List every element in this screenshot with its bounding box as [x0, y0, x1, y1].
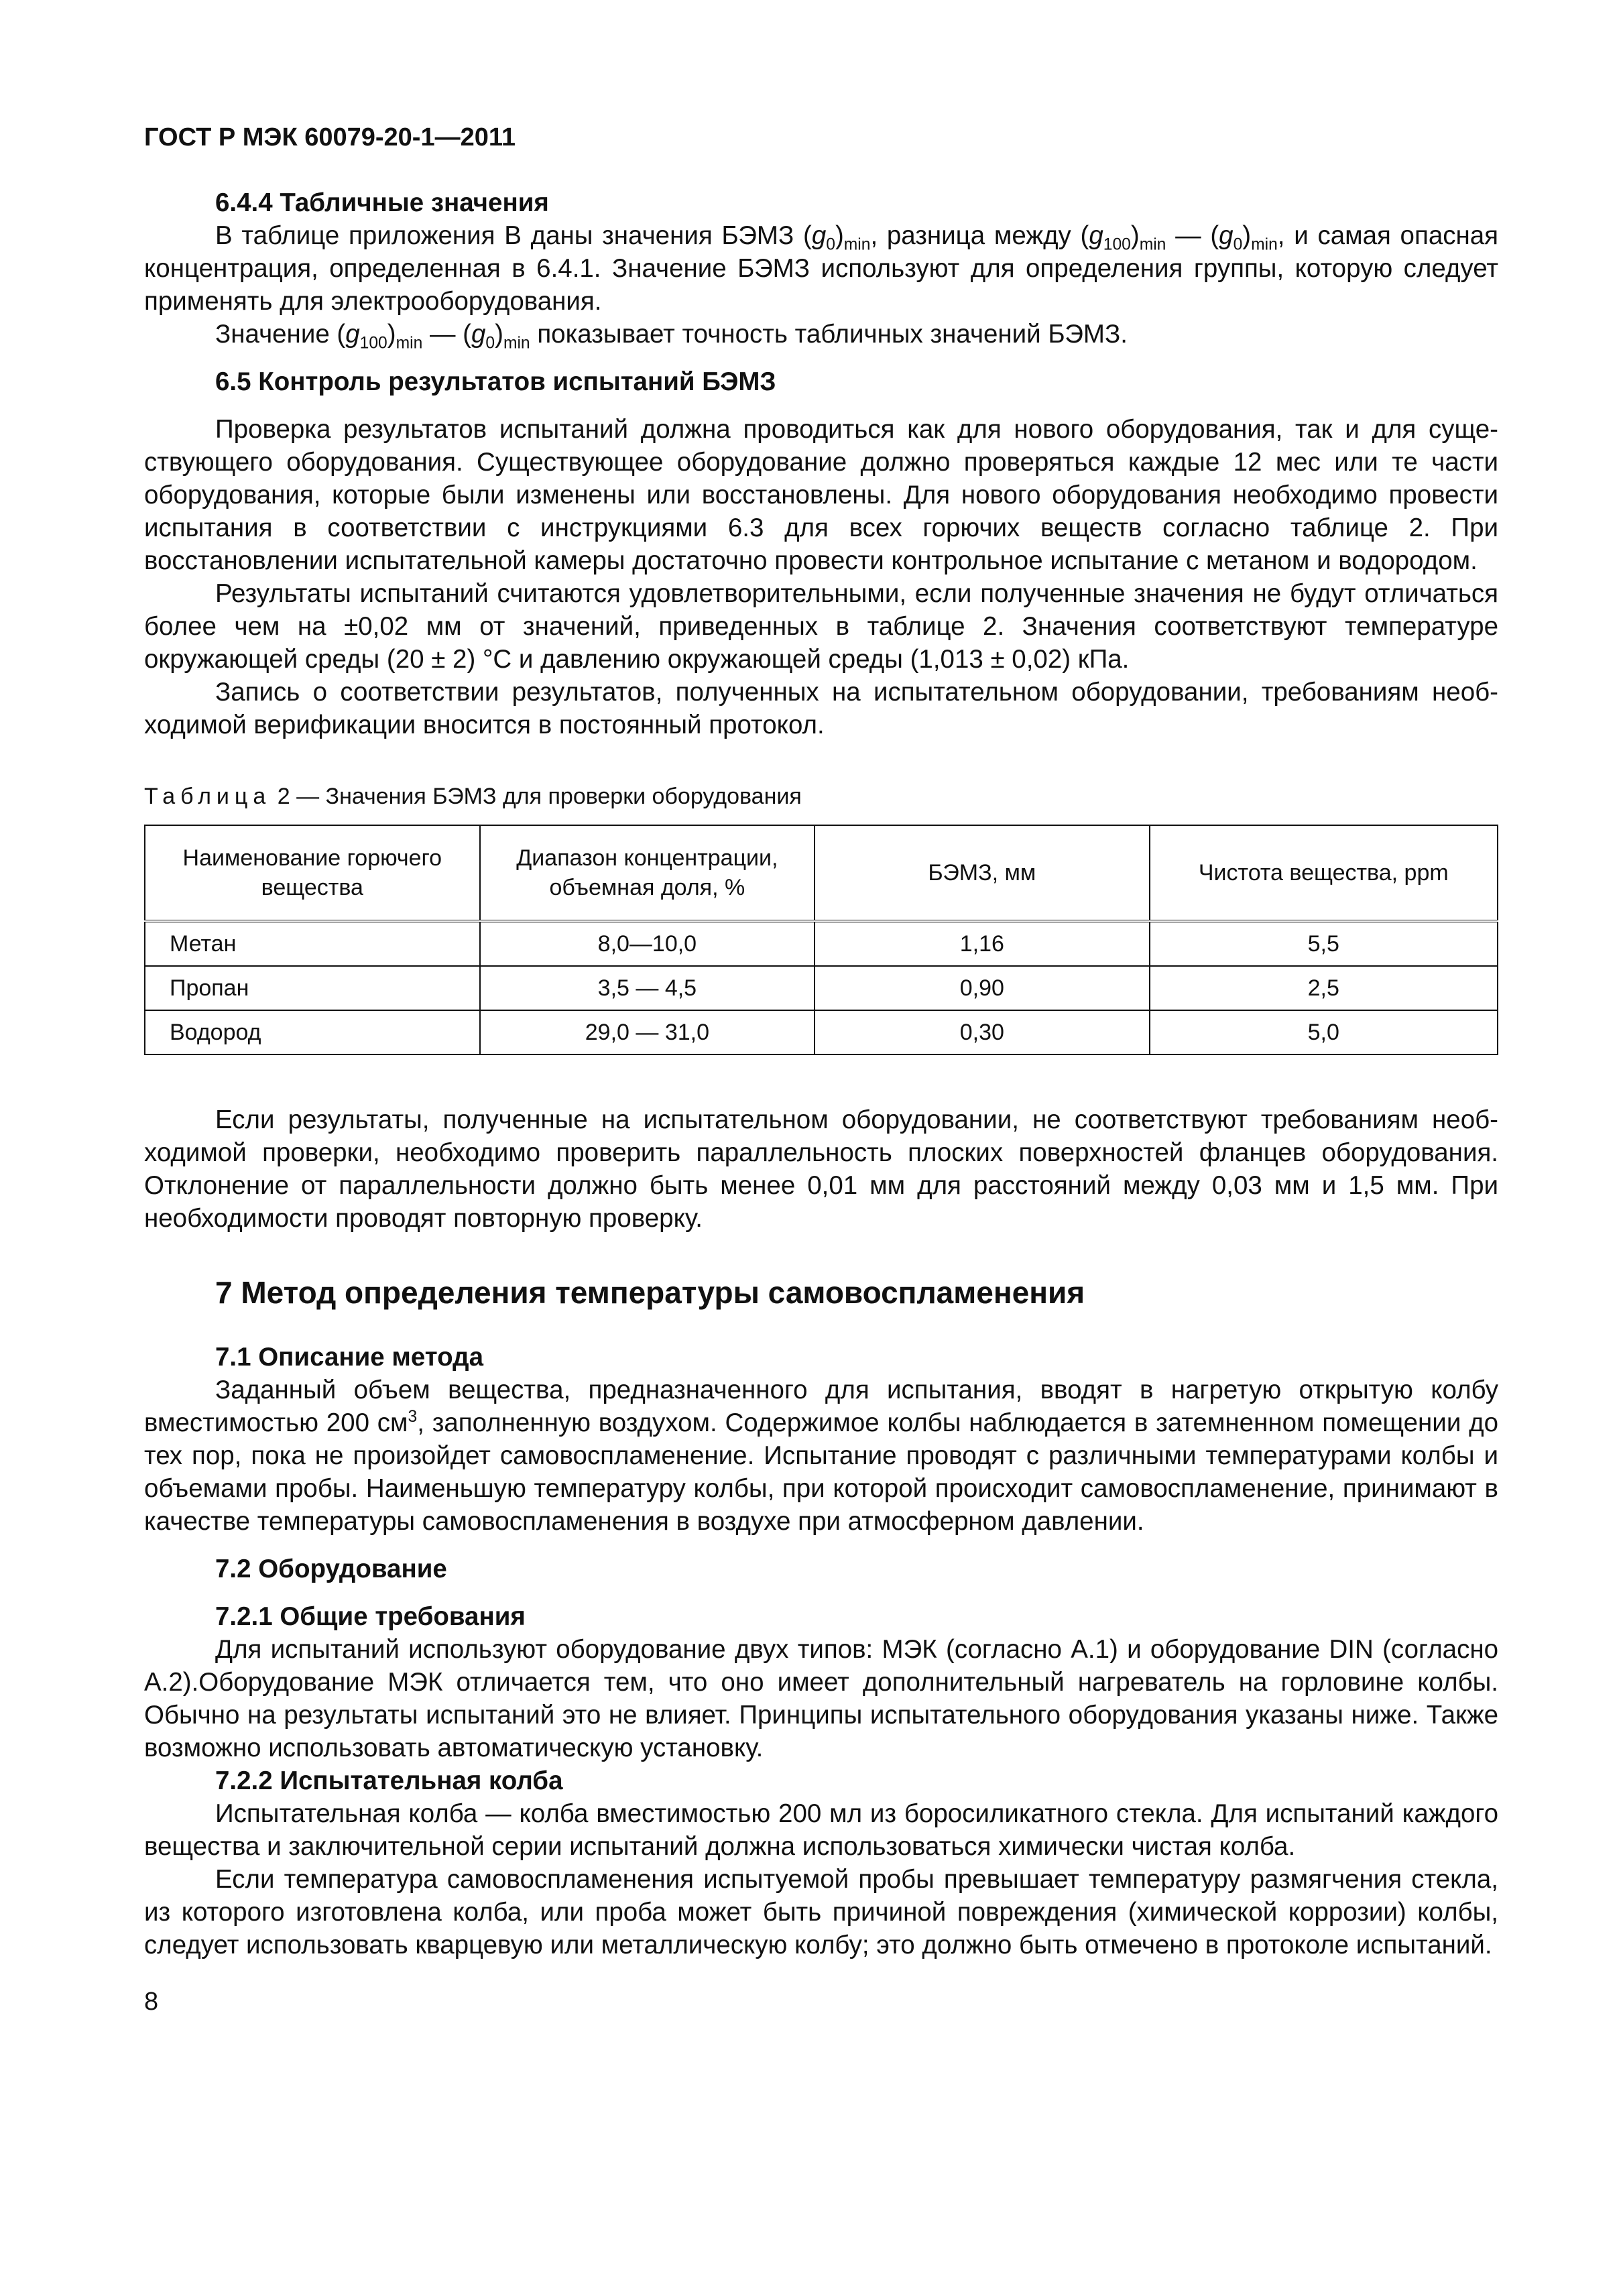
paragraph-6-4-4-1: В таблице приложения В даны значения БЭМЗ $(g_0)_{min}$, разница между $(g_{100})_{min}$ — $(g_0)_{min}$, и самая опасная концентрация, определенная в 6.4.1. Значение БЭМЗ используют для определения группы, которую следует применять для электрооборудования.	[144, 221, 1499, 316]
heading-6-4-4: 6.4.4 Табличные значения	[215, 188, 549, 217]
page-number: 8	[144, 1988, 159, 2016]
table-cell: 0,90	[815, 966, 1149, 1010]
document-page	[144, 121, 1498, 2018]
table-cell: 5,0	[1150, 1010, 1498, 1054]
paragraph-6-5-2: Результаты испытаний считаются удовлетворительными, если полученные значения не будут отличаться более чем на ±0,02 мм от значений, приведенных в таблице 2. Значения соответствуют температуре окружающей среды (20 ± 2) °С и давлению окружающей среды (1,013 ± 0,02) кПа.	[144, 579, 1498, 674]
table-cell: 8,0—10,0	[480, 921, 815, 966]
heading-7-1: 7.1 Описание метода	[215, 1343, 484, 1372]
heading-7-2: 7.2 Оборудование	[215, 1555, 447, 1583]
heading-section-7: 7 Метод определения температуры самовоспламенения	[215, 1275, 1085, 1310]
table-cell: Пропан	[145, 966, 480, 1010]
paragraph-7-2-1: Для испытаний используют оборудование двух типов: МЭК (согласно А.1) и оборудование DIN (согласно А.2).Оборудование МЭК отличается тем, что оно имеет дополнительный нагреватель на горловине колбы. Обычно на результаты испытаний это не влияет. Принципы испытательного оборудования указаны ниже. Также возможно использовать автоматическую установку.	[144, 1635, 1498, 1762]
table-cell: 1,16	[815, 921, 1149, 966]
table-row	[145, 1010, 1498, 1054]
document-header: ГОСТ Р МЭК 60079-20-1—2011	[144, 123, 516, 152]
heading-7-2-1: 7.2.1 Общие требования	[215, 1602, 526, 1631]
table-header-cell: Диапазон концентрации, объемная доля, %	[480, 825, 815, 921]
table-header-cell: Чистота вещества, ppm	[1150, 825, 1498, 921]
table-cell: 0,30	[815, 1010, 1149, 1054]
heading-6-5: 6.5 Контроль результатов испытаний БЭМЗ	[215, 367, 776, 396]
table-caption: Таблица 2 — Значения БЭМЗ для проверки оборудования	[144, 784, 802, 809]
table-cell: Метан	[145, 921, 480, 966]
table-cell: 29,0 — 31,0	[480, 1010, 815, 1054]
paragraph-6-4-4-2: Значение $(g_{100})_{min}$ — $(g_0)_{min}$ показывает точность табличных значений БЭМЗ.	[215, 320, 1128, 353]
paragraph-7-2-2-1: Испытательная колба — колба вместимостью 200 мл из боросиликатного стекла. Для испытаний каждого вещества и заключительной серии испытаний должна использоваться химически чистая колба.	[144, 1799, 1498, 1861]
table-cell: 3,5 — 4,5	[480, 966, 815, 1010]
bemz-table	[144, 825, 1498, 1055]
table-header-row	[145, 825, 1498, 921]
paragraph-7-1: Заданный объем вещества, предназначенного для испытания, вводят в нагретую открытую колбу вместимостью 200 $см^3$, заполненную воздухом. Содержимое колбы наблюдается в затемненном помещении до тех пор, пока не произойдет самовоспламенение. Испытание проводят с различными температурами колбы и объемами пробы. Наименьшую температуру колбы, при которой происходит самовоспламенение, принимают в качестве температуры самовоспламенения в воздухе при атмосферном давлении.	[144, 1376, 1498, 1536]
heading-7-2-2: 7.2.2 Испытательная колба	[215, 1766, 563, 1795]
table-cell: Водород	[145, 1010, 480, 1054]
paragraph-6-5-3: Запись о соответствии результатов, полученных на испытательном оборудовании, требованиям необходимой верификации вносится в постоянный протокол.	[144, 678, 1498, 739]
paragraph-after-table: Если результаты, полученные на испытательном оборудовании, не соответствуют требованиям необходимой проверки, необходимо проверить параллельность плоских поверхностей фланцев оборудования. Отклонение от параллельности должно быть менее 0,01 мм для расстояний между 0,03 мм и 1,5 мм. При необходимости проводят повторную проверку.	[144, 1105, 1498, 1233]
table-cell: 5,5	[1150, 921, 1498, 966]
table-row	[145, 966, 1498, 1010]
paragraph-6-5-1: Проверка результатов испытаний должна проводиться как для нового оборудования, так и для существующего оборудования. Существующее оборудование должно проверяться каждые 12 мес или те части оборудования, которые были изменены или восстановлены. Для нового оборудования необходимо провести испытания в соответствии с инструкциями 6.3 для всех горючих веществ согласно таблице 2. При восстановлении испытательной камеры достаточно провести контрольное испытание с метаном и водородом.	[144, 415, 1498, 575]
table-cell: 2,5	[1150, 966, 1498, 1010]
paragraph-7-2-2-2: Если температура самовоспламенения испытуемой пробы превышает температуру размягчения стекла, из которого изготовлена колба, или проба может быть причиной повреждения (химической коррозии) колбы, следует использовать кварцевую или металлическую колбу; это должно быть отмечено в протоколе испытаний.	[144, 1865, 1498, 1959]
table-header-cell: Наименование горючего вещества	[145, 825, 480, 921]
table-header-cell: БЭМЗ, мм	[815, 825, 1149, 921]
table-row	[145, 921, 1498, 966]
